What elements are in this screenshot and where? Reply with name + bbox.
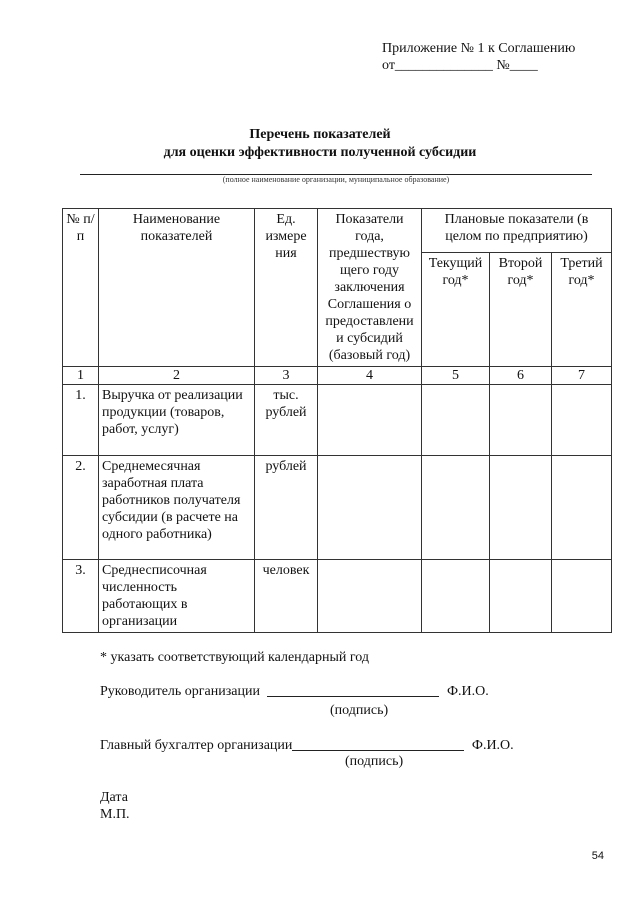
row-number: 2. (63, 456, 99, 560)
accountant-signature-blank (292, 750, 464, 751)
col-number: 4 (318, 367, 422, 385)
col-number: 2 (99, 367, 255, 385)
appendix-reference (382, 40, 575, 74)
row-indicator-name: Среднемесячная заработная плата работников получателя субсидии (в расчете на одного работника) (99, 456, 255, 560)
head-fio: Ф.И.О. (446, 684, 489, 699)
head-signature-caption: (подпись) (330, 703, 389, 718)
row-third-value (552, 456, 612, 560)
row-number: 1. (63, 385, 99, 456)
footnote: * указать соответствующий календарный год (100, 650, 370, 665)
document-title: Перечень показателей (249, 127, 391, 142)
stamp-label: М.П. (100, 807, 130, 822)
row-unit: тыс. рублей (255, 385, 318, 456)
row-second-value (490, 560, 552, 633)
row-base-value (318, 560, 422, 633)
col-number: 3 (255, 367, 318, 385)
row-indicator-name: Выручка от реализации продукции (товаров, работ, услуг) (99, 385, 255, 456)
header-second-year: Второй год* (490, 253, 552, 367)
row-base-value (318, 385, 422, 456)
accountant-fio: Ф.И.О. (471, 738, 514, 753)
header-indicator-name: Наименование показателей (99, 209, 255, 367)
accountant-signature-line (100, 737, 514, 754)
col-number: 6 (490, 367, 552, 385)
row-third-value (552, 560, 612, 633)
column-numbers-row (63, 367, 612, 385)
head-signature-line (100, 683, 489, 700)
head-label: Руководитель организации (100, 684, 260, 699)
table-row (63, 456, 612, 560)
appendix-title: Приложение № 1 к Соглашению (382, 41, 576, 56)
row-current-value (422, 560, 490, 633)
table-row (63, 385, 612, 456)
header-base-year: Показатели года, предшествую щего году заключения Соглашения о предоставлени и субсидий (базовый год) (318, 209, 422, 367)
indicators-table (62, 208, 612, 633)
date-label: Дата (100, 790, 128, 805)
head-signature-blank (267, 696, 439, 697)
col-number: 5 (422, 367, 490, 385)
accountant-label: Главный бухгалтер организации (100, 738, 293, 753)
header-current-year: Текущий год* (422, 253, 490, 367)
row-second-value (490, 385, 552, 456)
row-second-value (490, 456, 552, 560)
accountant-signature-caption: (подпись) (345, 754, 404, 769)
row-unit: рублей (255, 456, 318, 560)
row-current-value (422, 456, 490, 560)
header-third-year: Третий год* (552, 253, 612, 367)
row-indicator-name: Среднесписочная численность работающих в организации (99, 560, 255, 633)
organization-caption: (полное наименование организации, муниципальное образование) (222, 175, 450, 184)
row-number: 3. (63, 560, 99, 633)
appendix-date-number: от______________ №____ (382, 58, 538, 73)
row-base-value (318, 456, 422, 560)
document-subtitle: для оценки эффективности полученной субсидии (163, 145, 477, 160)
header-unit: Ед. измере ния (255, 209, 318, 367)
row-third-value (552, 385, 612, 456)
row-unit: человек (255, 560, 318, 633)
header-number: № п/п (63, 209, 99, 367)
col-number: 1 (63, 367, 99, 385)
page-number: 54 (591, 850, 604, 862)
col-number: 7 (552, 367, 612, 385)
header-planned: Плановые показатели (в целом по предприятию) (422, 209, 612, 253)
table-row (63, 560, 612, 633)
row-current-value (422, 385, 490, 456)
